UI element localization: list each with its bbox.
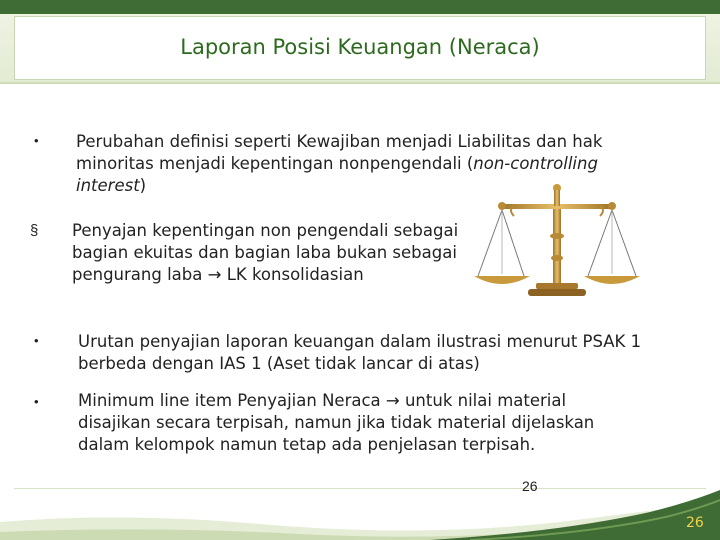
bullet-4-text-after: untuk nilai material disajikan secara terpisah, namun jika tidak material dijelaskan dalam kelompok namun tetap ada penjelasan terpisah.: [78, 391, 595, 454]
bullet-marker-3: •: [34, 333, 39, 348]
bullet-marker-2: §: [30, 222, 39, 239]
bullet-text-2: [72, 220, 472, 286]
bullet-2-line-3-before: pengurang laba: [72, 265, 203, 284]
slide-title: Laporan Posisi Keuangan (Neraca): [180, 35, 540, 59]
bullet-marker-4: •: [34, 394, 39, 409]
bullet-1-italic: non-controlling interest: [76, 154, 598, 195]
bullet-2-line-1: Penyajan kepentingan non pengendali sebagai: [72, 221, 459, 240]
balance-scale-icon: [462, 176, 652, 300]
bullet-2-line-3-after: LK konsolidasian: [221, 265, 364, 284]
arrow-right-icon: →: [207, 265, 222, 284]
page-number-inner: 26: [522, 478, 538, 494]
bullet-text-3: Urutan penyajian laporan keuangan dalam ilustrasi menurut PSAK 1 berbeda dengan IAS 1 (Aset tidak lancar di atas): [78, 332, 642, 373]
footer-wave: [0, 482, 720, 540]
bullet-2-line-3: [72, 264, 472, 286]
bullet-2-line-2: bagian ekuitas dan bagian laba bukan sebagai: [72, 243, 457, 262]
arrow-right-icon: →: [385, 391, 400, 410]
bullet-marker-1: •: [34, 133, 39, 148]
page-number-corner: 26: [686, 515, 704, 531]
bullet-4-text-before: Minimum line item Penyajian Neraca: [78, 391, 381, 410]
bullet-1-text-before: Perubahan definisi seperti Kewajiban menjadi Liabilitas dan hak minoritas menjadi kepentingan nonpengendali (: [76, 132, 603, 173]
bullet-text-4: [78, 390, 638, 456]
bullet-1-text-after: ): [139, 176, 147, 195]
